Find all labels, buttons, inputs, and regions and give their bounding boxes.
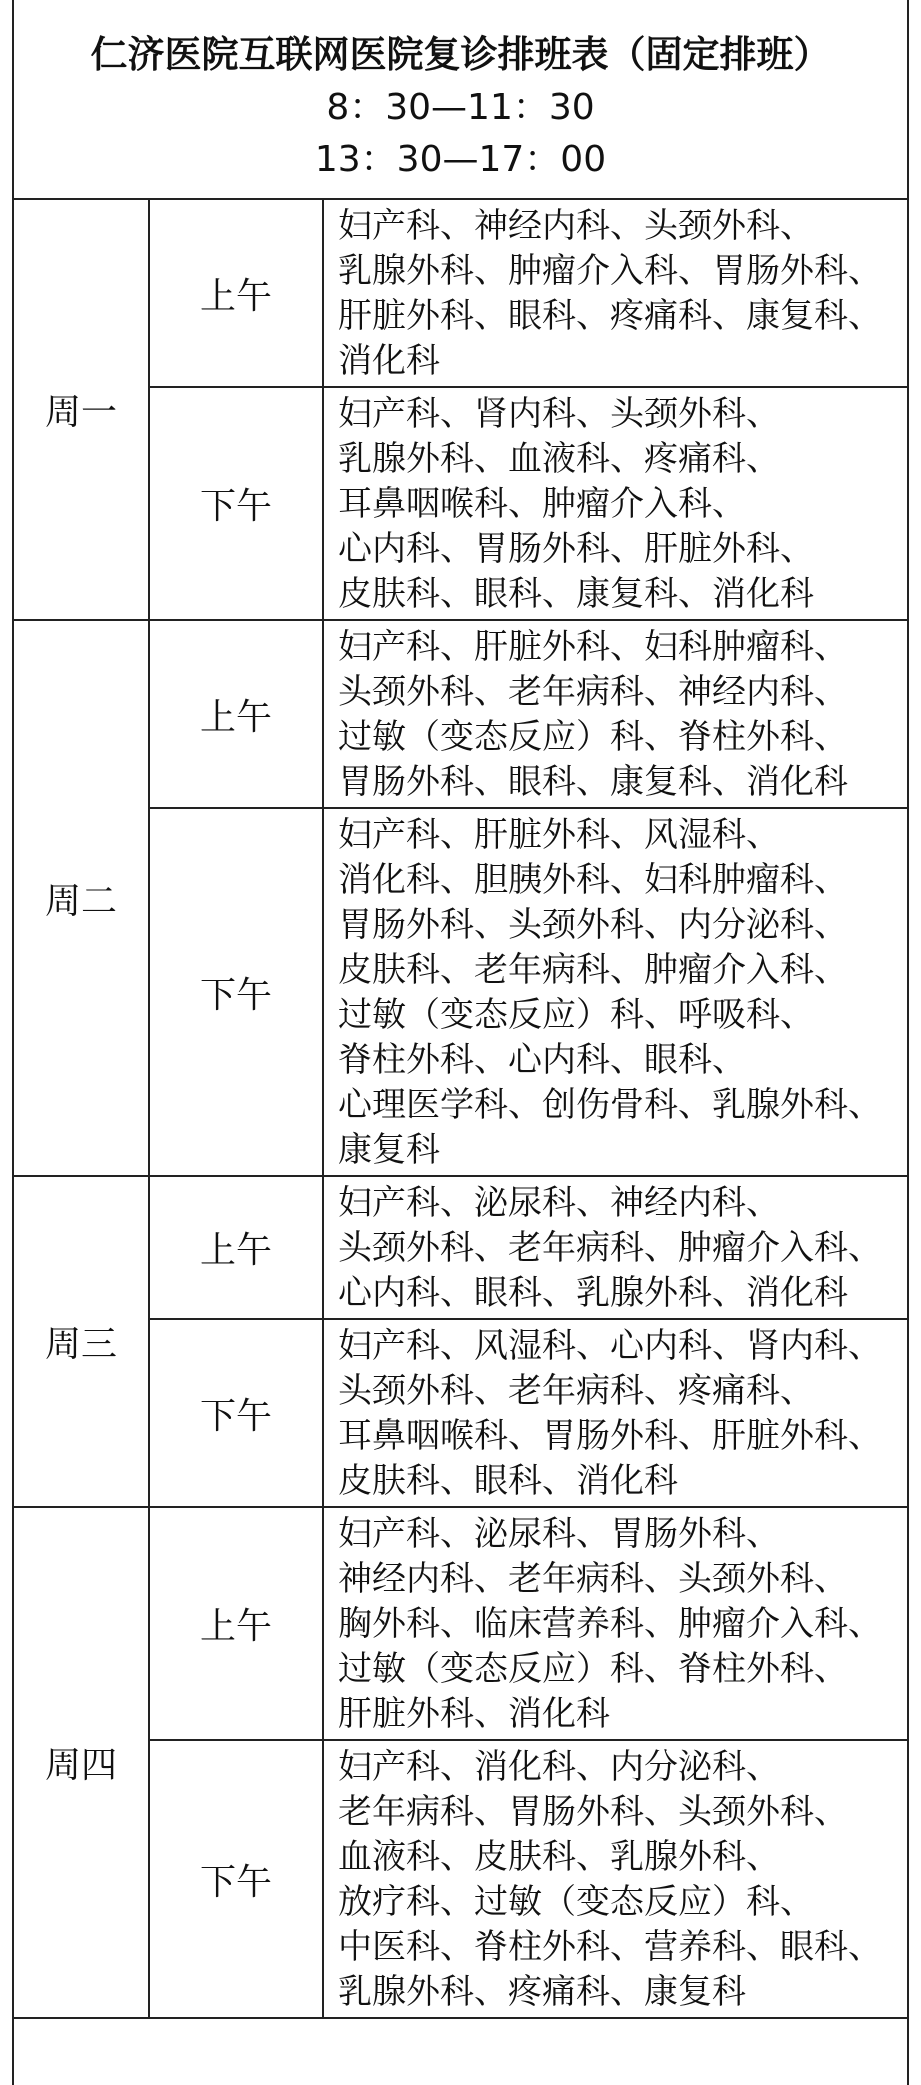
department-line: 乳腺外科、疼痛科、康复科: [338, 1972, 746, 2012]
department-line: 妇产科、泌尿科、神经内科、: [338, 1183, 780, 1223]
department-line: 心理医学科、创伤骨科、乳腺外科、: [338, 1085, 882, 1125]
department-line: 放疗科、过敏（变态反应）科、: [338, 1882, 814, 1922]
department-line: 头颈外科、老年病科、疼痛科、: [338, 1371, 814, 1411]
afternoon-hours: 13：30—17：00: [314, 139, 607, 180]
department-line: 脊柱外科、心内科、眼科、: [338, 1040, 746, 1080]
department-line: 神经内科、老年病科、头颈外科、: [338, 1559, 848, 1599]
period-label: 下午: [149, 1319, 323, 1507]
day-label: 周二: [14, 620, 149, 1176]
department-line: 血液科、皮肤科、乳腺外科、: [338, 1837, 780, 1877]
department-line: 心内科、眼科、乳腺外科、消化科: [338, 1273, 848, 1313]
department-line: 胃肠外科、头颈外科、内分泌科、: [338, 905, 848, 945]
period-label: 下午: [149, 1740, 323, 2018]
department-line: 乳腺外科、肿瘤介入科、胃肠外科、: [338, 251, 882, 291]
schedule-sheet: [12, 0, 909, 2085]
department-line: 胃肠外科、眼科、康复科、消化科: [338, 762, 848, 802]
department-list: [323, 1319, 907, 1507]
department-line: 妇产科、肾内科、头颈外科、: [338, 394, 780, 434]
morning-hours: 8：30—11：30: [326, 87, 595, 128]
department-line: 妇产科、风湿科、心内科、肾内科、: [338, 1326, 882, 1366]
period-label: 下午: [149, 387, 323, 620]
department-list: [323, 387, 907, 620]
department-line: 消化科: [338, 341, 440, 381]
department-line: 消化科、胆胰外科、妇科肿瘤科、: [338, 860, 848, 900]
department-line: 皮肤科、眼科、康复科、消化科: [338, 574, 814, 614]
department-line: 妇产科、泌尿科、胃肠外科、: [338, 1514, 780, 1554]
department-line: 过敏（变态反应）科、脊柱外科、: [338, 717, 848, 757]
department-list: [323, 808, 907, 1176]
department-line: 皮肤科、老年病科、肿瘤介入科、: [338, 950, 848, 990]
schedule-row: [14, 1507, 907, 1740]
page-title: 仁济医院互联网医院复诊排班表（固定排班）: [90, 33, 831, 76]
schedule-table: [14, 200, 907, 2019]
department-list: [323, 1507, 907, 1740]
department-list: [323, 1740, 907, 2018]
department-line: 妇产科、肝脏外科、风湿科、: [338, 815, 780, 855]
department-line: 老年病科、胃肠外科、头颈外科、: [338, 1792, 848, 1832]
department-line: 妇产科、神经内科、头颈外科、: [338, 206, 814, 246]
department-line: 妇产科、肝脏外科、妇科肿瘤科、: [338, 627, 848, 667]
period-label: 下午: [149, 808, 323, 1176]
schedule-row: [14, 200, 907, 387]
department-line: 中医科、脊柱外科、营养科、眼科、: [338, 1927, 882, 1967]
schedule-row: [14, 1176, 907, 1319]
period-label: 上午: [149, 620, 323, 808]
department-list: [323, 200, 907, 387]
department-line: 肝脏外科、消化科: [338, 1694, 610, 1734]
department-line: 头颈外科、老年病科、肿瘤介入科、: [338, 1228, 882, 1268]
department-line: 妇产科、消化科、内分泌科、: [338, 1747, 780, 1787]
department-list: [323, 1176, 907, 1319]
day-label: 周一: [14, 200, 149, 620]
department-line: 心内科、胃肠外科、肝脏外科、: [338, 529, 814, 569]
department-line: 皮肤科、眼科、消化科: [338, 1461, 678, 1501]
department-line: 过敏（变态反应）科、呼吸科、: [338, 995, 814, 1035]
department-line: 肝脏外科、眼科、疼痛科、康复科、: [338, 296, 882, 336]
department-line: 康复科: [338, 1130, 440, 1170]
period-label: 上午: [149, 200, 323, 387]
day-label: 周三: [14, 1176, 149, 1507]
schedule-body: [14, 200, 907, 2018]
department-line: 头颈外科、老年病科、神经内科、: [338, 672, 848, 712]
department-line: 乳腺外科、血液科、疼痛科、: [338, 439, 780, 479]
period-label: 上午: [149, 1507, 323, 1740]
schedule-header: [14, 0, 907, 200]
department-line: 胸外科、临床营养科、肿瘤介入科、: [338, 1604, 882, 1644]
department-line: 耳鼻咽喉科、胃肠外科、肝脏外科、: [338, 1416, 882, 1456]
department-line: 过敏（变态反应）科、脊柱外科、: [338, 1649, 848, 1689]
department-line: 耳鼻咽喉科、肿瘤介入科、: [338, 484, 746, 524]
period-label: 上午: [149, 1176, 323, 1319]
schedule-row: [14, 620, 907, 808]
department-list: [323, 620, 907, 808]
day-label: 周四: [14, 1507, 149, 2018]
